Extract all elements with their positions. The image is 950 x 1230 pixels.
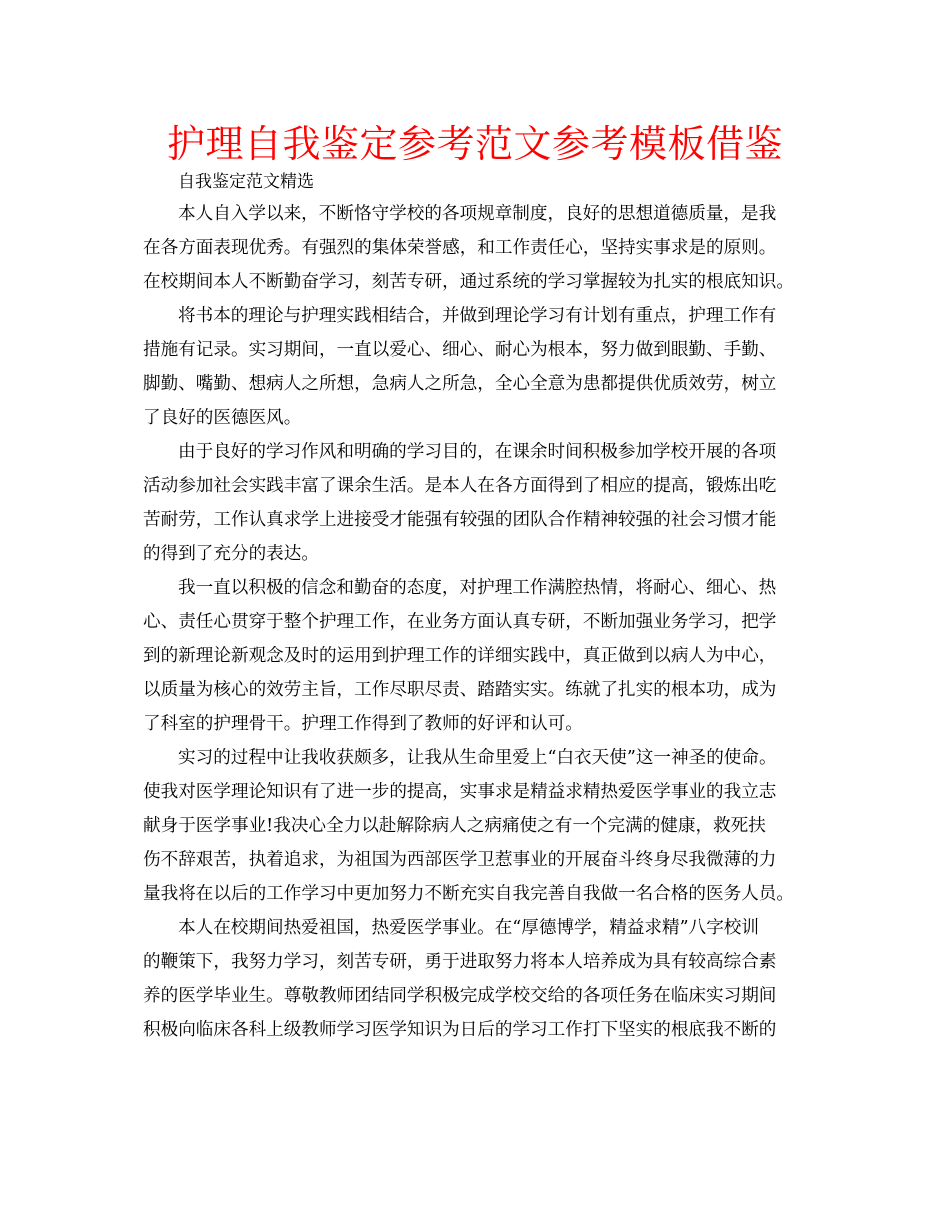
document-title: 护理自我鉴定参考范文参考模板借鉴 xyxy=(166,122,783,166)
text-line: 以质量为核心的效劳主旨，工作尽职尽责、踏踏实实。练就了扎实的根本功，成为 xyxy=(143,680,777,700)
text-line: 了良好的医德医风。 xyxy=(143,408,302,428)
text-line: 了科室的护理骨干。护理工作得到了教师的好评和认可。 xyxy=(143,714,583,734)
text-line: 量我将在以后的工作学习中更加努力不断充实自我完善自我做一名合格的医务人员。 xyxy=(143,884,794,904)
text-line: 在各方面表现优秀。有强烈的集体荣誉感，和工作责任心，坚持实事求是的原则。 xyxy=(143,238,777,258)
document-subtitle: 自我鉴定范文精选 xyxy=(178,172,314,192)
text-line: 实习的过程中让我收获颇多，让我从生命里爱上“白衣天使”这一神圣的使命。 xyxy=(178,748,777,768)
document-body xyxy=(143,197,823,1047)
text-line: 本人在校期间热爱祖国，热爱医学事业。在“厚德博学，精益求精”八字校训 xyxy=(178,918,759,938)
text-line: 本人自入学以来，不断恪守学校的各项规章制度，良好的思想道德质量，是我 xyxy=(178,204,777,224)
text-line: 活动参加社会实践丰富了课余生活。是本人在各方面得到了相应的提高，锻炼出吃 xyxy=(143,476,777,496)
text-line: 到的新理论新观念及时的运用到护理工作的详细实践中，真正做到以病人为中心， xyxy=(143,646,777,666)
text-line: 在校期间本人不断勤奋学习，刻苦专研，通过系统的学习掌握较为扎实的根底知识。 xyxy=(143,272,794,292)
text-line: 养的医学毕业生。尊敬教师团结同学积极完成学校交给的各项任务在临床实习期间 xyxy=(143,986,777,1006)
text-line: 将书本的理论与护理实践相结合，并做到理论学习有计划有重点，护理工作有 xyxy=(178,306,777,326)
text-line: 积极向临床各科上级教师学习医学知识为日后的学习工作打下坚实的根底我不断的 xyxy=(143,1020,777,1040)
text-line: 使我对医学理论知识有了进一步的提高，实事求是精益求精热爱医学事业的我立志 xyxy=(143,782,777,802)
text-line: 脚勤、嘴勤、想病人之所想，急病人之所急，全心全意为患都提供优质效劳，树立 xyxy=(143,374,777,394)
text-line: 的得到了充分的表达。 xyxy=(143,544,319,564)
text-line: 的鞭策下，我努力学习，刻苦专研，勇于进取努力将本人培养成为具有较高综合素 xyxy=(143,952,777,972)
text-line: 由于良好的学习作风和明确的学习目的，在课余时间积极参加学校开展的各项 xyxy=(178,442,777,462)
text-line: 心、责任心贯穿于整个护理工作，在业务方面认真专研，不断加强业务学习，把学 xyxy=(143,612,777,632)
text-line: 我一直以积极的信念和勤奋的态度，对护理工作满腔热情，将耐心、细心、热 xyxy=(178,578,777,598)
text-line: 献身于医学事业!我决心全力以赴解除病人之病痛使之有一个完满的健康，救死扶 xyxy=(143,816,766,836)
text-line: 苦耐劳，工作认真求学上进接受才能强有较强的团队合作精神较强的社会习惯才能 xyxy=(143,510,777,530)
text-line: 伤不辞艰苦，执着追求，为祖国为西部医学卫惹事业的开展奋斗终身尽我微薄的力 xyxy=(143,850,777,870)
text-line: 措施有记录。实习期间，一直以爱心、细心、耐心为根本，努力做到眼勤、手勤、 xyxy=(143,340,777,360)
